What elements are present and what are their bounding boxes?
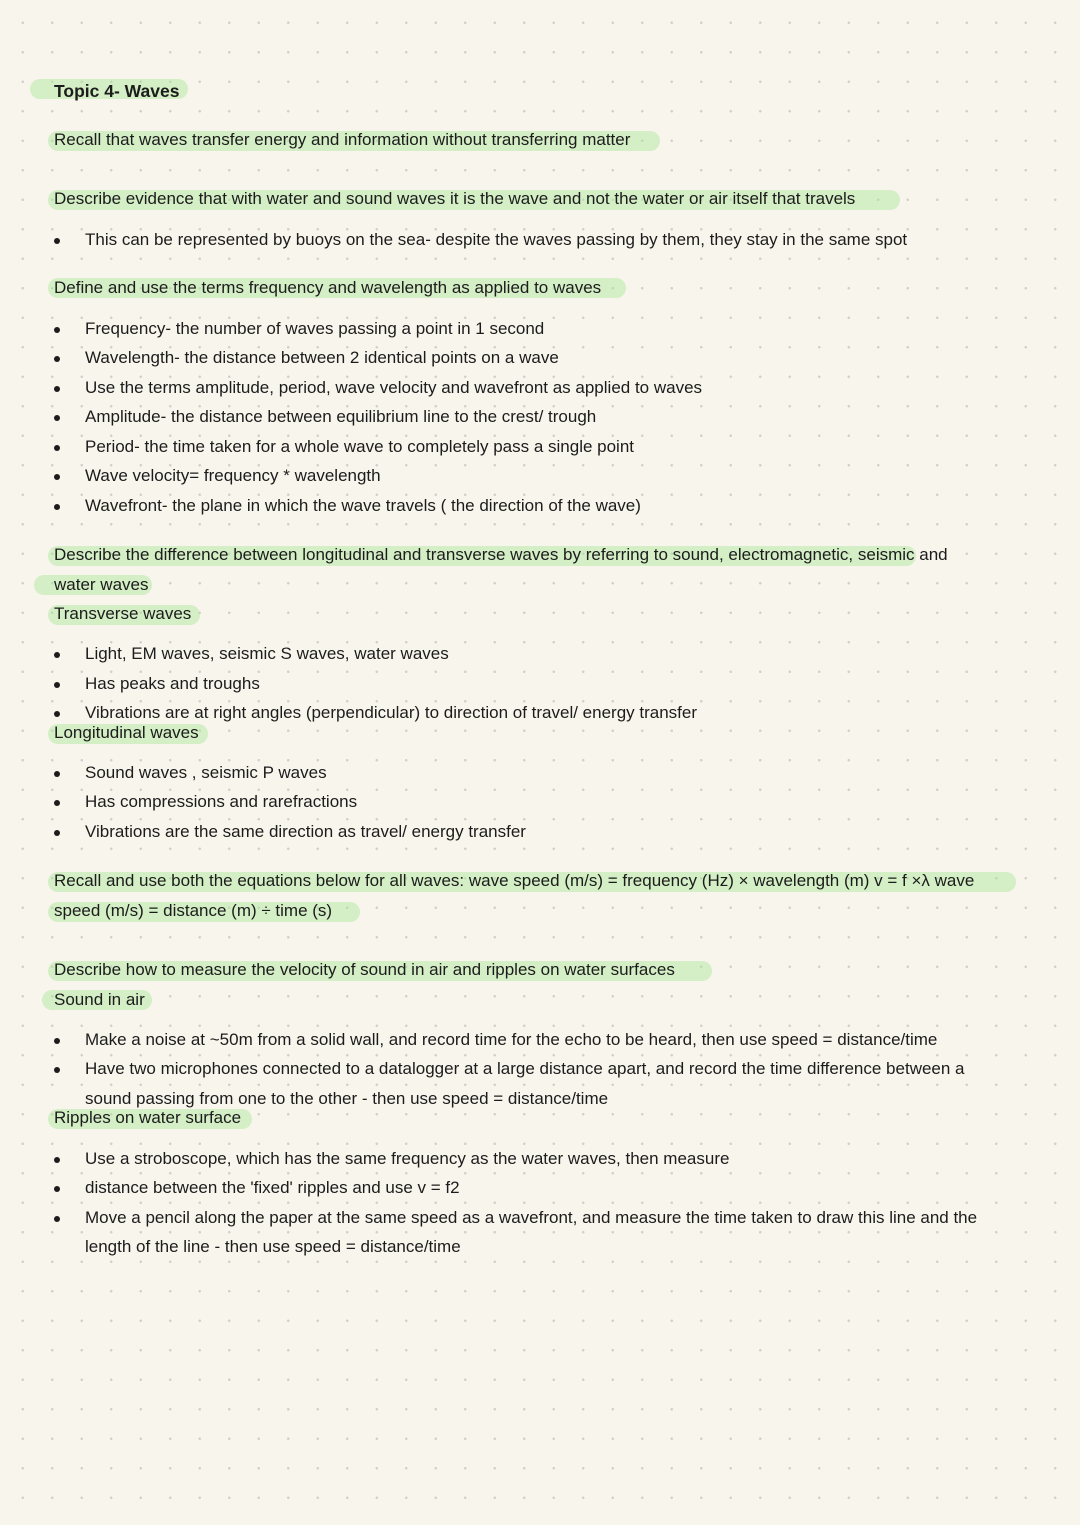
ripples-bullet-3: Move a pencil along the paper at the same speed as a wavefront, and measure the time taken to draw this line and the <box>85 1208 978 1227</box>
bullet-dot <box>54 682 60 688</box>
page-title: Topic 4- Waves <box>54 81 180 101</box>
transverse-label: Transverse waves <box>54 604 192 623</box>
longitudinal-bullet-2: Has compressions and rarefractions <box>85 792 358 811</box>
bullet-dot <box>54 415 60 421</box>
s6-heading: Describe how to measure the velocity of sound in air and ripples on water surfaces <box>54 960 675 979</box>
longitudinal-bullet-3: Vibrations are the same direction as travel/ energy transfer <box>85 822 526 841</box>
bullet-dot <box>54 800 60 806</box>
s3-heading: Define and use the terms frequency and wavelength as applied to waves <box>54 278 602 297</box>
transverse-bullet-3: Vibrations are at right angles (perpendicular) to direction of travel/ energy transfer <box>85 703 698 722</box>
s4-heading-line1: Describe the difference between longitudinal and transverse waves by referring to sound, electromagnetic, seismic and <box>54 545 948 564</box>
bullet-dot <box>54 1216 60 1222</box>
bullet-dot <box>54 1038 60 1044</box>
longitudinal-bullet-1: Sound waves , seismic P waves <box>85 763 327 782</box>
bullet-dot <box>54 474 60 480</box>
ripples-bullet-2: distance between the 'fixed' ripples and use v = f2 <box>85 1178 460 1197</box>
sound-bullet-2-cont: sound passing from one to the other - then use speed = distance/time <box>85 1089 609 1108</box>
s2-heading: Describe evidence that with water and sound waves it is the wave and not the water or air itself that travels <box>54 189 856 208</box>
s5-line2: speed (m/s) = distance (m) ÷ time (s) <box>54 901 333 920</box>
s1-heading: Recall that waves transfer energy and information without transferring matter <box>54 130 631 149</box>
bullet-dot <box>54 711 60 717</box>
s5-line1: Recall and use both the equations below for all waves: wave speed (m/s) = frequency (Hz) × wavelength (m) v = f ×λ wave <box>54 871 975 890</box>
bullet-dot <box>54 504 60 510</box>
bullet-dot <box>54 771 60 777</box>
longitudinal-label: Longitudinal waves <box>54 723 199 742</box>
s3-bullet-6: Wave velocity= frequency * wavelength <box>85 466 381 485</box>
bullet-dot <box>54 830 60 836</box>
bullet-dot <box>54 386 60 392</box>
s3-bullet-1: Frequency- the number of waves passing a point in 1 second <box>85 319 545 338</box>
s4-heading-line2: water waves <box>54 575 149 594</box>
bullet-dot <box>54 1067 60 1073</box>
ripples-label: Ripples on water surface <box>54 1108 242 1127</box>
bullet-dot <box>54 1157 60 1163</box>
transverse-bullet-1: Light, EM waves, seismic S waves, water waves <box>85 644 449 663</box>
transverse-bullet-2: Has peaks and troughs <box>85 674 260 693</box>
bullet-dot <box>54 1186 60 1192</box>
s3-bullet-3: Use the terms amplitude, period, wave velocity and wavefront as applied to waves <box>85 378 703 397</box>
s3-bullet-7: Wavefront- the plane in which the wave travels ( the direction of the wave) <box>85 496 641 515</box>
s2-bullet-1: This can be represented by buoys on the sea- despite the waves passing by them, they stay in the same spot <box>85 230 908 249</box>
bullet-dot <box>54 445 60 451</box>
bullet-dot <box>54 238 60 244</box>
sound-bullet-2: Have two microphones connected to a datalogger at a large distance apart, and record the time difference between a <box>85 1059 965 1078</box>
bullet-dot <box>54 356 60 362</box>
s3-bullet-5: Period- the time taken for a whole wave to completely pass a single point <box>85 437 635 456</box>
ripples-bullet-3-cont: length of the line - then use speed = distance/time <box>85 1237 461 1256</box>
sound-bullet-1: Make a noise at ~50m from a solid wall, and record time for the echo to be heard, then use speed = distance/time <box>85 1030 938 1049</box>
s3-bullet-2: Wavelength- the distance between 2 identical points on a wave <box>85 348 559 367</box>
sound-label: Sound in air <box>54 990 145 1009</box>
bullet-dot <box>54 327 60 333</box>
bullet-dot <box>54 652 60 658</box>
ripples-bullet-1: Use a stroboscope, which has the same frequency as the water waves, then measure <box>85 1149 730 1168</box>
s3-bullet-4: Amplitude- the distance between equilibrium line to the crest/ trough <box>85 407 597 426</box>
